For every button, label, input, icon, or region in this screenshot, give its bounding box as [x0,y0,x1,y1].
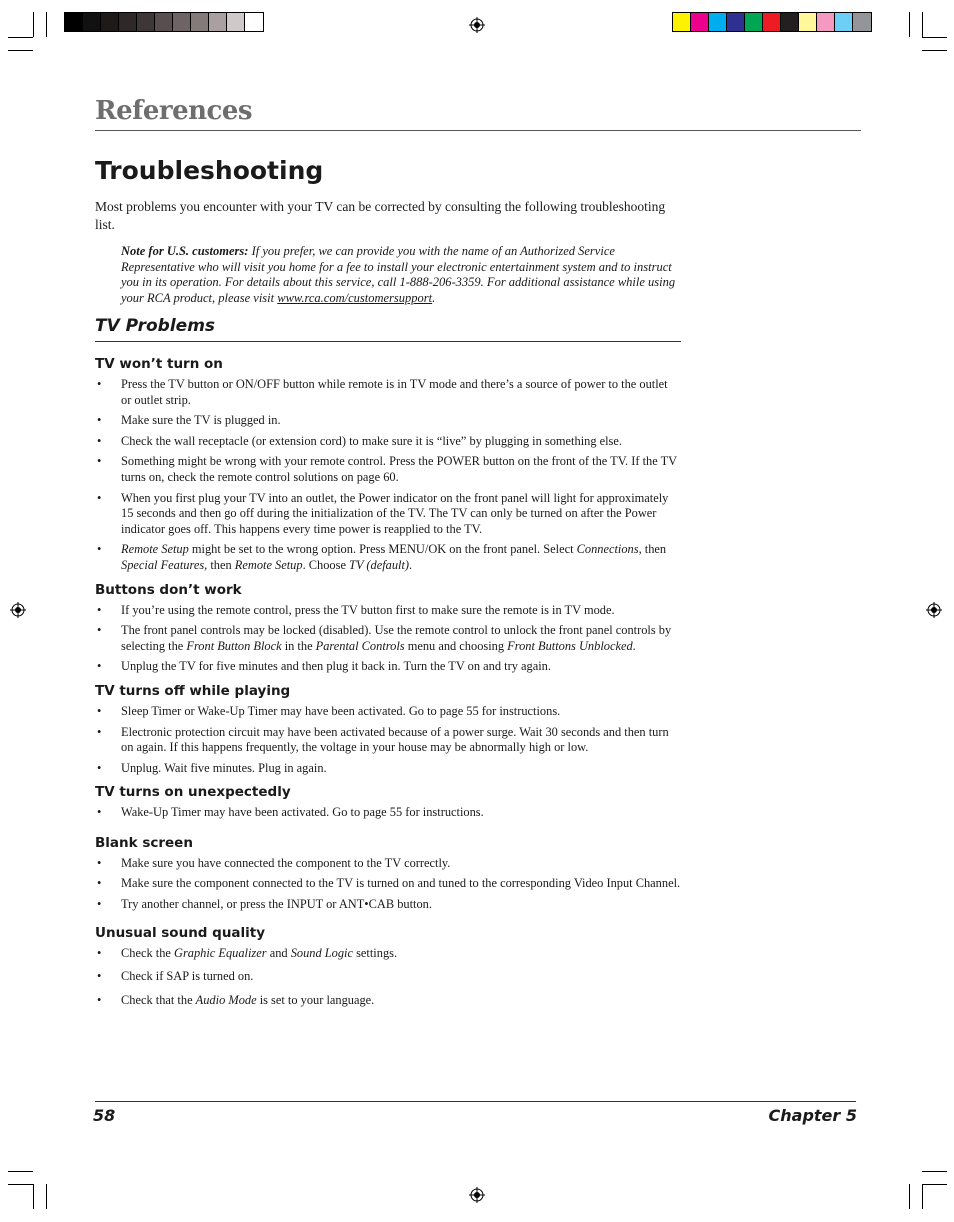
text: , then [204,557,235,572]
crop-mark [46,12,47,37]
crop-mark [46,1184,47,1209]
gray-swatch [137,13,155,31]
menu-term: Remote Setup [234,557,303,572]
list-item: • Check the wall receptacle (or extension cord) to make sure it is “live” by plugging in something else. [95,434,681,450]
gray-swatch [83,13,101,31]
list-item [95,946,681,962]
gray-swatch [209,13,227,31]
intro-paragraph: Most problems you encounter with your TV can be corrected by consulting the following troubleshooting list. [95,199,666,232]
crop-mark [909,12,910,37]
list-item: • If you’re using the remote control, press the TV button first to make sure the remote is in TV mode. [95,603,681,619]
customer-support-link[interactable]: www.rca.com/customersupport [277,290,433,305]
menu-term: Audio Mode [195,992,257,1007]
page-title: Troubleshooting [95,156,324,185]
registration-mark-icon [926,602,942,618]
color-swatch [817,13,835,31]
grayscale-calibration-bar [64,12,264,32]
text: . [409,557,413,572]
crop-mark [922,12,923,37]
list-item: • Unplug. Wait five minutes. Plug in again. [95,761,681,777]
text: menu and choosing [404,638,508,653]
list-item: • Make sure the component connected to the TV is turned on and tuned to the corresponding Video Input Channel. [95,876,681,892]
list-item: • Electronic protection circuit may have been activated because of a power surge. Wait 30 seconds and then turn on again. If this happens frequently, the voltage in your house may be abnormally high or low. [95,725,681,756]
crop-mark [8,1184,33,1185]
text: Check the [121,945,174,960]
gray-swatch [191,13,209,31]
list-item: • Make sure you have connected the component to the TV correctly. [95,856,681,872]
color-swatch [835,13,853,31]
text: settings. [353,945,398,960]
crop-mark [922,37,947,38]
menu-term: Connections [576,542,639,557]
crop-mark [922,50,947,51]
text: . [632,638,636,653]
crop-mark [922,1171,947,1172]
section-tv-wont-turn-on [95,356,681,574]
crop-mark [8,37,33,38]
text: might be set to the wrong option. Press MENU/OK on the front panel. Select [188,542,577,557]
list-item: • Unplug the TV for five minutes and then plug it back in. Turn the TV on and try again. [95,659,681,675]
section-heading: Unusual sound quality [95,924,266,941]
text: is set to your language. [256,992,375,1007]
menu-term: Special Features [121,557,205,572]
crop-mark [922,1184,947,1185]
text: . Choose [302,557,350,572]
text: , then [638,542,667,557]
list-item: • Something might be wrong with your remote control. Press the POWER button on the front of the TV. If the TV turns on, check the remote control solutions on page 60. [95,454,681,485]
menu-term: Remote Setup [121,542,189,557]
chapter-label: Chapter 5 [768,1106,857,1125]
crop-mark [33,1184,34,1209]
gray-swatch [155,13,173,31]
list-item [95,542,681,573]
registration-mark-icon [469,17,485,33]
crop-mark [33,12,34,37]
list-item [95,993,681,1009]
menu-term: Front Button Block [186,638,282,653]
section-title: References [95,96,253,126]
crop-mark [8,1171,33,1172]
color-calibration-bar [672,12,872,32]
color-swatch [727,13,745,31]
gray-swatch [101,13,119,31]
gray-swatch [245,13,263,31]
section-buttons-dont-work [95,582,681,675]
footer-rule [95,1101,856,1102]
crop-mark [909,1184,910,1209]
troubleshooting-content [95,356,681,1016]
subsection-rule [95,341,681,342]
color-swatch [799,13,817,31]
text: Check that the [121,992,196,1007]
menu-term: Sound Logic [290,945,353,960]
color-swatch [673,13,691,31]
note-text: If you prefer, we can provide you with the name of an Authorized Service Representative who will visit you home for a fee to install your electronic entertainment system and to instruct you in its operation. For details about this service, call 1-888-206-3359. For additional assistance while using your RCA product, please visit [121,244,676,305]
subsection-title: TV Problems [95,316,216,336]
list-item: • Wake-Up Timer may have been activated. Go to page 55 for instructions. [95,805,681,821]
note-end: . [432,290,436,305]
gray-swatch [227,13,245,31]
section-heading: TV turns on unexpectedly [95,784,291,801]
menu-term: Parental Controls [315,638,405,653]
text: and [266,945,291,960]
section-unusual-sound [95,925,681,1009]
list-item: • Press the TV button or ON/OFF button while remote is in TV mode and there’s a source of power to the outlet or outlet strip. [95,377,681,408]
color-swatch [691,13,709,31]
list-item: • Check if SAP is turned on. [95,969,681,985]
registration-mark-icon [10,602,26,618]
registration-mark-icon [469,1187,485,1203]
gray-swatch [65,13,83,31]
section-blank-screen [95,835,681,913]
text: in the [281,638,316,653]
customer-note [121,244,681,306]
color-swatch [709,13,727,31]
section-heading: Buttons don’t work [95,581,242,598]
menu-term: TV (default) [349,557,410,572]
section-heading: TV won’t turn on [95,356,223,372]
list-item: • When you first plug your TV into an outlet, the Power indicator on the front panel will light for approximately 15 seconds and then go off during the initialization of the TV. The TV can only be turned on after the Power indicator goes off. This happens every time power is reapplied to the TV. [95,491,681,538]
list-item: • Try another channel, or press the INPUT or ANT•CAB button. [95,897,681,913]
menu-term: Front Buttons Unblocked [507,638,633,653]
list-item: • Make sure the TV is plugged in. [95,413,681,429]
crop-mark [8,50,33,51]
note-label: Note for U.S. customers: [121,244,249,258]
menu-term: Graphic Equalizer [174,945,267,960]
list-item [95,623,681,654]
header-rule [95,130,861,131]
color-swatch [745,13,763,31]
crop-mark [922,1184,923,1209]
color-swatch [781,13,799,31]
section-tv-turns-off [95,683,681,776]
color-swatch [853,13,871,31]
section-tv-turns-on-unexpectedly [95,784,681,821]
section-heading: Blank screen [95,834,193,851]
color-swatch [763,13,781,31]
gray-swatch [173,13,191,31]
list-item: • Sleep Timer or Wake-Up Timer may have been activated. Go to page 55 for instructions. [95,704,681,720]
page-number: 58 [93,1106,116,1125]
text: The front panel controls may be locked (disabled). Use the remote control to unlock the front panel controls by selecting the [121,623,672,653]
section-heading: TV turns off while playing [95,682,291,699]
gray-swatch [119,13,137,31]
